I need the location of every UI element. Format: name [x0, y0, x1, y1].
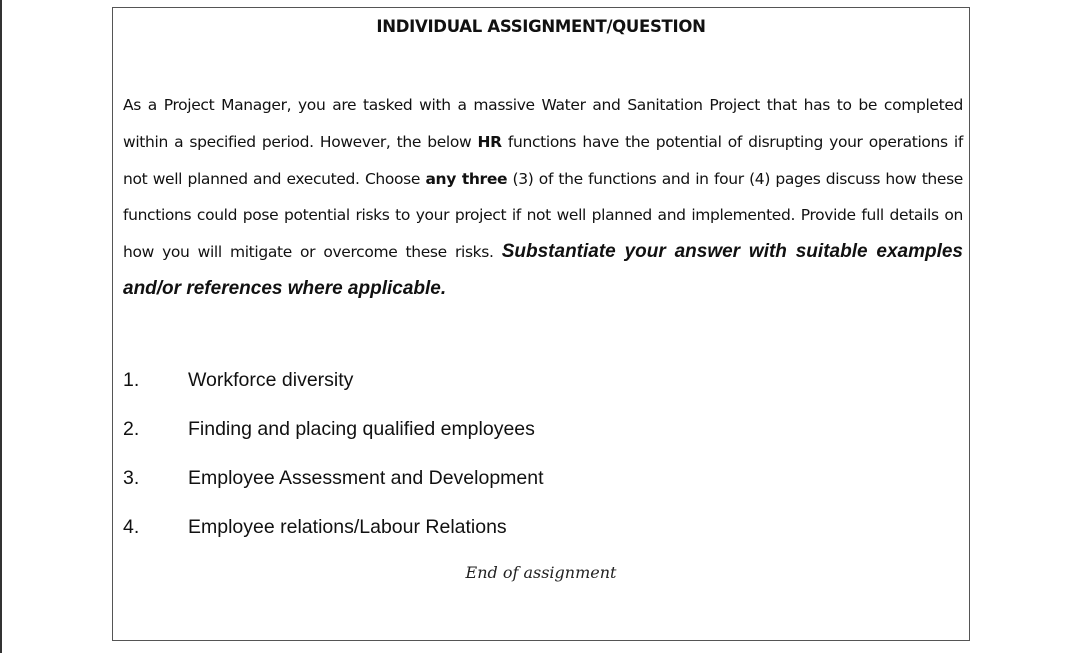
instructions-text-2: functions have the potential of disrupting your operations if not well planned and executed. Choose	[123, 132, 963, 188]
page-left-edge	[0, 0, 2, 653]
assignment-title: INDIVIDUAL ASSIGNMENT/QUESTION	[376, 17, 706, 36]
instructions-bold-any-three: any three	[425, 169, 508, 188]
list-item-text: Employee relations/Labour Relations	[188, 516, 507, 538]
end-of-assignment-note: End of assignment	[465, 563, 617, 582]
assignment-instructions	[123, 87, 963, 308]
instructions-bold-hr: HR	[477, 132, 502, 151]
assignment-box	[112, 7, 970, 641]
instructions-emphasis: Substantiate your answer with suitable examples and/or references where applicable.	[123, 241, 963, 299]
list-item-number: 1.	[123, 369, 140, 391]
instructions-text-3: (3) of the functions and in four (4) pages discuss how these functions could pose potential risks to your project if not well planned and implemented. Provide full details on how you will mitigate or overcome these risks.	[123, 169, 963, 262]
instructions-text-1: As a Project Manager, you are tasked with a massive Water and Sanitation Project that has to be completed within a specified period. However, the below	[123, 96, 963, 151]
list-item-number: 3.	[123, 467, 140, 489]
list-item-number: 4.	[123, 516, 140, 538]
list-item-text: Workforce diversity	[188, 369, 354, 391]
list-item-text: Employee Assessment and Development	[188, 467, 544, 489]
list-item-text: Finding and placing qualified employees	[188, 418, 535, 440]
list-item-number: 2.	[123, 418, 140, 440]
